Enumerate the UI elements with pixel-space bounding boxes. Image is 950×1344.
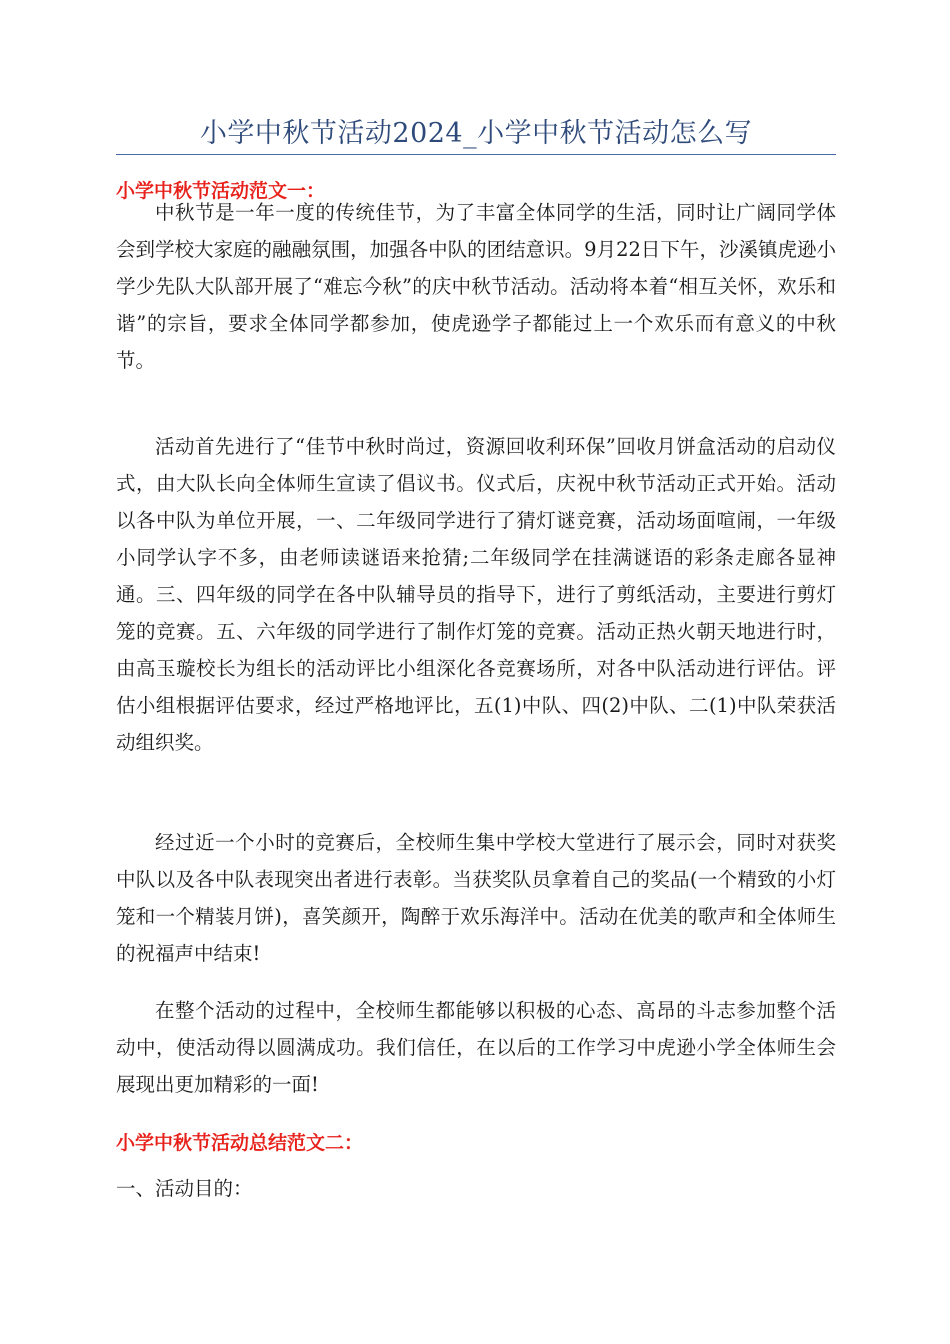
title-underline — [116, 154, 836, 155]
paragraph-3: 经过近一个小时的竞赛后，全校师生集中学校大堂进行了展示会，同时对获奖中队以及各中队表现突出者进行表彰。当获奖队员拿着自己的奖品(一个精致的小灯笼和一个精装月饼)，喜笑颜开，陶醉于欢乐海洋中。活动在优美的歌声和全体师生的祝福声中结束! — [116, 831, 836, 965]
paragraph-4: 在整个活动的过程中，全校师生都能够以积极的心态、高昂的斗志参加整个活动中，使活动得以圆满成功。我们信任，在以后的工作学习中虎逊小学全体师生会展现出更加精彩的一面! — [116, 999, 836, 1096]
list-item-heading: 一、活动目的： — [116, 1177, 253, 1200]
paragraph-2: 活动首先进行了“佳节中秋时尚过，资源回收利环保”回收月饼盒活动的启动仪式，由大队长向全体师生宣读了倡议书。仪式后，庆祝中秋节活动正式开始。活动以各中队为单位开展，一、二年级同学进行了猜灯谜竞赛，活动场面喧闹，一年级小同学认字不多，由老师读谜语来抢猜;二年级同学在挂满谜语的彩条走廊各显神通。三、四年级的同学在各中队辅导员的指导下，进行了剪纸活动，主要进行剪灯笼的竞赛。五、六年级的同学进行了制作灯笼的竞赛。活动正热火朝天地进行时，由高玉璇校长为组长的活动评比小组深化各竞赛场所，对各中队活动进行评估。评估小组根据评估要求，经过严格地评比，五(1)中队、四(2)中队、二(1)中队荣获活动组织奖。 — [116, 435, 836, 754]
section-heading-1: 小学中秋节活动范文一： — [116, 180, 326, 202]
document-title: 小学中秋节活动2024_小学中秋节活动怎么写 — [199, 118, 753, 149]
section-heading-2: 小学中秋节活动总结范文二： — [116, 1132, 364, 1154]
paragraph-1: 中秋节是一年一度的传统佳节，为了丰富全体同学的生活，同时让广阔同学体会到学校大家庭的融融氛围，加强各中队的团结意识。9月22日下午，沙溪镇虎逊小学少先队大队部开展了“难忘今秋”的庆中秋节活动。活动将本着“相互关怀，欢乐和谐”的宗旨，要求全体同学都参加，使虎逊学子都能过上一个欢乐而有意义的中秋节。 — [116, 201, 836, 372]
